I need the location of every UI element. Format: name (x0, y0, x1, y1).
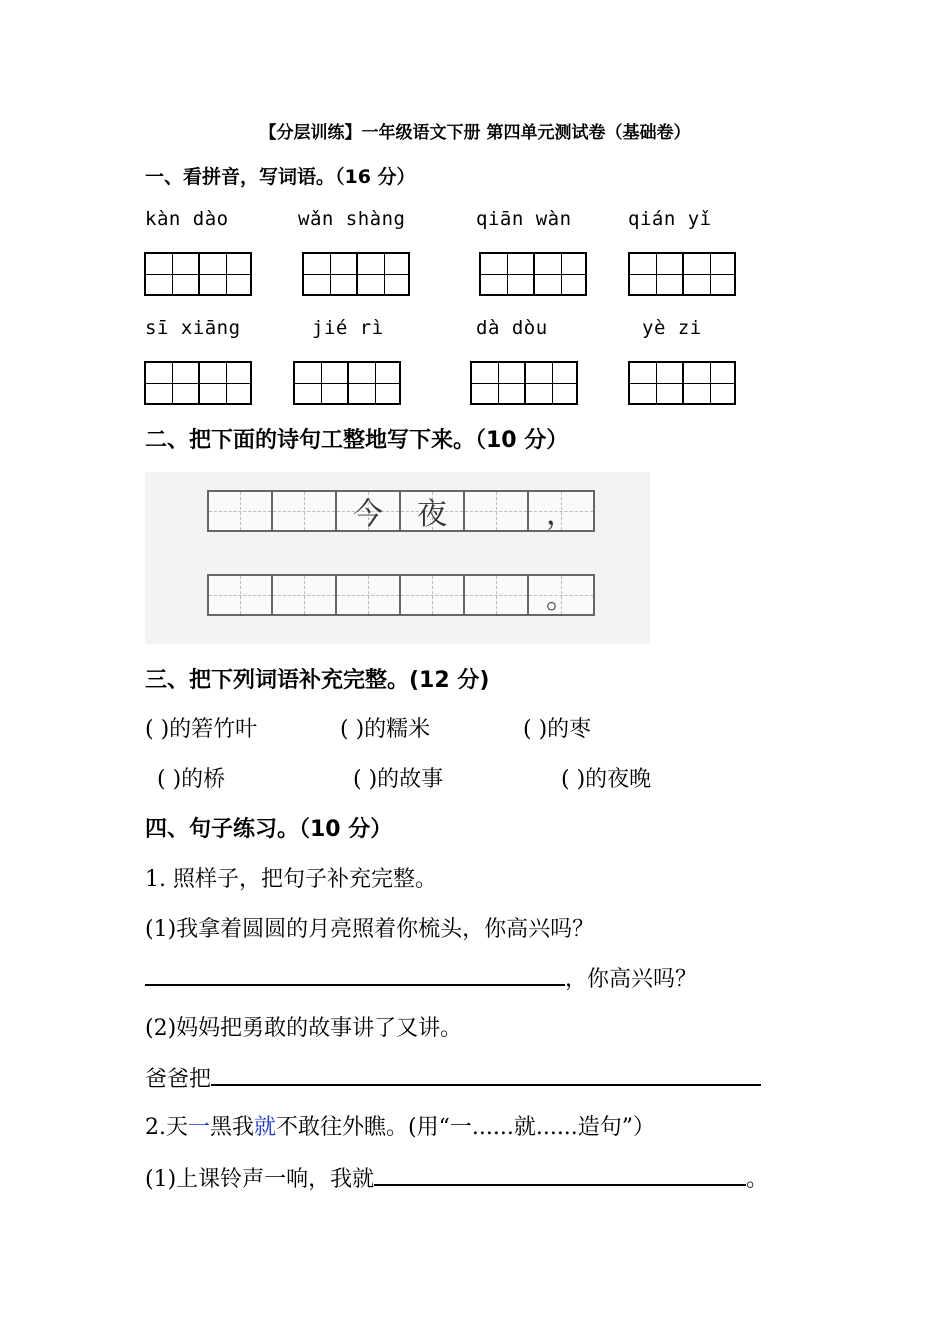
poem-cell: 。 (529, 576, 593, 614)
highlight-jiu: 就 (254, 1115, 277, 1140)
section2-heading: 二、把下面的诗句工整地写下来。（10 分） (145, 428, 569, 453)
poem-writing-area (145, 472, 650, 644)
tian-grid-box[interactable] (479, 252, 587, 296)
answer-line-2-1[interactable] (145, 1160, 768, 1193)
fill-blank-item[interactable]: ( )的糯米 (340, 717, 431, 742)
poem-cell[interactable] (465, 492, 529, 530)
poem-cell: 今 (337, 492, 401, 530)
tian-grid-box[interactable] (144, 252, 252, 296)
pinyin-label: dà dòu (476, 317, 548, 339)
highlight-yi: 一 (188, 1115, 211, 1140)
poem-cell[interactable] (209, 492, 273, 530)
question-1: 1. 照样子，把句子补充完整。 (145, 867, 437, 892)
poem-cell[interactable] (273, 492, 337, 530)
poem-cell: 夜 (401, 492, 465, 530)
pinyin-label: jié rì (312, 317, 384, 339)
fill-blank-item[interactable]: ( )的夜晚 (561, 767, 652, 792)
poem-cell: ， (529, 492, 593, 530)
question-2: 2.天一黑我就不敢往外瞧。(用“一......就......造句”） (145, 1115, 656, 1140)
answer-blank[interactable] (145, 960, 565, 986)
answer-suffix: ，你高兴吗？ (565, 967, 698, 992)
pinyin-label: kàn dào (145, 208, 229, 230)
tian-grid-box[interactable] (470, 361, 578, 405)
fill-blank-item[interactable]: ( )的箬竹叶 (145, 717, 258, 742)
fill-blank-item[interactable]: ( )的枣 (523, 717, 592, 742)
section1-heading: 一、看拼音，写词语。（16 分） (145, 166, 416, 188)
answer-blank[interactable] (211, 1060, 761, 1086)
section4-heading: 四、句子练习。（10 分） (145, 817, 393, 842)
answer-blank[interactable] (374, 1160, 746, 1186)
answer-prefix: (1)上课铃声一响，我就 (145, 1167, 375, 1192)
fill-blank-item[interactable]: ( )的桥 (157, 767, 226, 792)
poem-cell[interactable] (465, 576, 529, 614)
page-title: 【分层训练】一年级语文下册 第四单元测试卷（基础卷） (259, 123, 691, 143)
poem-cell[interactable] (273, 576, 337, 614)
pinyin-label: yè zi (642, 317, 702, 339)
poem-line-2 (207, 574, 595, 616)
pinyin-label: sī xiāng (145, 317, 241, 339)
pinyin-label: qián yǐ (628, 208, 712, 230)
tian-grid-box[interactable] (293, 361, 401, 405)
answer-line-1-2[interactable] (145, 1060, 761, 1093)
pinyin-label: qiān wàn (476, 208, 572, 230)
pinyin-label: wǎn shàng (298, 208, 406, 230)
tian-grid-box[interactable] (628, 361, 736, 405)
poem-cell[interactable] (209, 576, 273, 614)
question-1-1: (1)我拿着圆圆的月亮照着你梳头，你高兴吗？ (145, 917, 595, 942)
poem-line-1 (207, 490, 595, 532)
section3-heading: 三、把下列词语补充完整。(12 分) (145, 668, 490, 693)
question-1-2: (2)妈妈把勇敢的故事讲了又讲。 (145, 1016, 463, 1041)
tian-grid-box[interactable] (302, 252, 410, 296)
answer-prefix: 爸爸把 (145, 1067, 212, 1092)
answer-line-1-1[interactable] (145, 960, 697, 993)
tian-grid-box[interactable] (628, 252, 736, 296)
poem-cell[interactable] (337, 576, 401, 614)
fill-blank-item[interactable]: ( )的故事 (353, 767, 444, 792)
poem-cell[interactable] (401, 576, 465, 614)
tian-grid-box[interactable] (144, 361, 252, 405)
answer-suffix: 。 (746, 1167, 769, 1192)
